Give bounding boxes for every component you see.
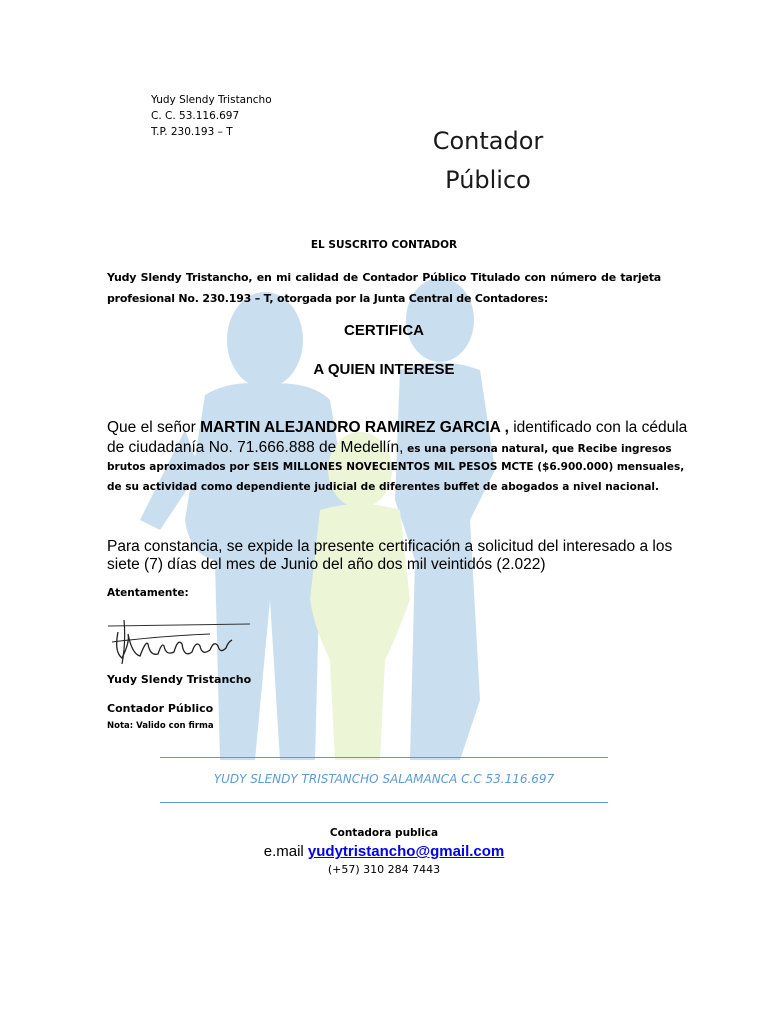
constancia-line-1: Para constancia, se expide la presente certificación a solicitud del interesado a los (107, 538, 673, 555)
signatory-name: Yudy Slendy Tristancho (107, 673, 252, 686)
footer-rule-top (160, 757, 608, 758)
body-text: Que el señor (107, 419, 201, 436)
header-name: Yudy Slendy Tristancho (151, 94, 272, 106)
signature-image (100, 612, 260, 672)
title-line-1: Contador (432, 127, 544, 155)
footer-rule-bottom (160, 802, 608, 803)
signatory-title: Contador Público (107, 702, 214, 715)
header-cc: C. C. 53.116.697 (151, 110, 240, 122)
constancia-line-2: siete (7) días del mes de Junio del año dos mil veintidós (2.022) (107, 556, 546, 573)
body-text: de ciudadanía No. 71.666.888 de Medellín, (107, 439, 404, 456)
email-link[interactable]: yudytristancho@gmail.com (307, 843, 505, 860)
email-label: e.mail (263, 843, 308, 860)
footer-role: Contadora publica (329, 827, 439, 839)
body-text: es una persona natural, que Recibe ingresos (403, 443, 672, 455)
body-line-3: brutos aproximados por SEIS MILLONES NOVECIENTOS MIL PESOS MCTE ($6.900.000) mensuales, (107, 461, 685, 473)
footer-email-line (0, 843, 768, 860)
body-text: identificado con la cédula (508, 419, 688, 436)
header-tp: T.P. 230.193 – T (151, 126, 233, 138)
footer-full-name: YUDY SLENDY TRISTANCHO SALAMANCA C.C 53.116.697 (213, 772, 555, 786)
title-line-2: Público (445, 166, 531, 194)
heading: EL SUSCRITO CONTADOR (310, 239, 458, 251)
body-line-2 (107, 438, 672, 458)
validity-note: Nota: Valido con firma (107, 721, 214, 731)
a-quien-interese-heading: A QUIEN INTERESE (313, 361, 455, 378)
footer-phone: (+57) 310 284 7443 (327, 863, 441, 876)
subject-name: MARTIN ALEJANDRO RAMIREZ GARCIA , (200, 419, 509, 436)
body-line-1 (107, 418, 687, 438)
intro-paragraph: Yudy Slendy Tristancho, en mi calidad de Contador Público Titulado con número de tarjeta profesional No. 230.193 – T, otorgada por la Junta Central de Contadores: (107, 271, 661, 305)
body-line-4: de su actividad como dependiente judicial de diferentes buffet de abogados a nivel nacional. (107, 481, 660, 493)
atentamente-label: Atentamente: (107, 587, 189, 599)
certifica-heading: CERTIFICA (344, 322, 424, 339)
